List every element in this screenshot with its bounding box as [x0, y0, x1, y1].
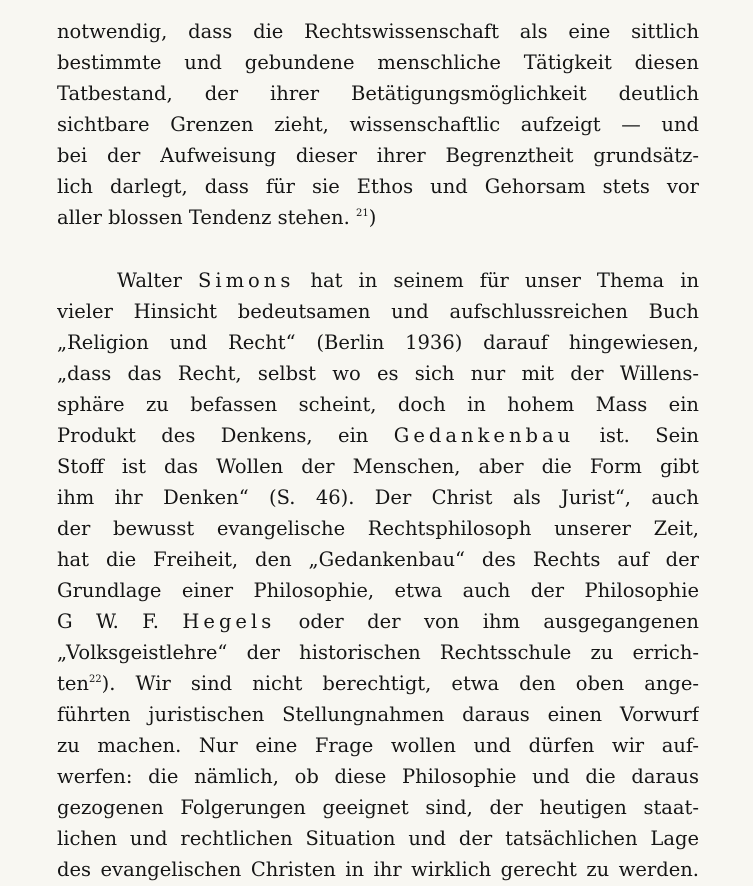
text-line: „Religion und Recht“ (Berlin 1936) darauf hingewiesen, [57, 331, 699, 354]
text-segment: ). Wir sind nicht berechtigt, etwa den oben ange- [101, 672, 699, 695]
text-line [57, 420, 699, 451]
footnote-marker: 22 [88, 674, 102, 685]
text-line: gezogenen Folgerungen geeignet sind, der heutigen staat- [57, 796, 699, 819]
text-segment: Walter [117, 269, 198, 292]
text-line: sichtbare Grenzen zieht, wissenschaftlic aufzeigt — und [57, 113, 699, 136]
text-segment: aller blossen Tendenz stehen. [57, 206, 350, 229]
text-line: hat die Freiheit, den „Gedankenbau“ des Rechts auf der [57, 548, 699, 571]
text-line: werfen: die nämlich, ob diese Philosophie und die daraus [57, 765, 699, 788]
text-line: „Volksgeistlehre“ der historischen Rechtsschule zu errich- [57, 641, 699, 664]
text-line: lich darlegt, dass für sie Ethos und Gehorsam stets vor [57, 175, 699, 198]
text-line [57, 202, 699, 233]
text-line [57, 606, 699, 637]
text-line: des evangelischen Christen in ihr wirklich gerecht zu werden. [57, 858, 699, 881]
text-line: notwendig, dass die Rechtswissenschaft als eine sittlich [57, 20, 699, 43]
text-line: führten juristischen Stellungnahmen daraus einen Vorwurf [57, 703, 699, 726]
text-segment: G W. F. [57, 610, 183, 633]
text-line: ihm ihr Denken“ (S. 46). Der Christ als Jurist“, auch [57, 486, 699, 509]
text-line: „dass das Recht, selbst wo es sich nur mit der Willens- [57, 362, 699, 385]
text-line: lichen und rechtlichen Situation und der tatsächlichen Lage [57, 827, 699, 850]
text-segment: Produkt des Denkens, ein [57, 424, 394, 447]
text-segment: hat in seinem für unser Thema in [294, 269, 699, 292]
spaced-name: Hegels [182, 610, 276, 633]
text-line [117, 265, 699, 296]
spaced-name: Simons [197, 269, 295, 292]
text-segment: ten [57, 672, 89, 695]
text-line: Tatbestand, der ihrer Betätigungsmöglichkeit deutlich [57, 82, 699, 105]
text-line: bestimmte und gebundene menschliche Tätigkeit diesen [57, 51, 699, 74]
text-line: Stoff ist das Wollen der Menschen, aber die Form gibt [57, 455, 699, 478]
text-segment: ) [368, 206, 377, 229]
text-line: sphäre zu befassen scheint, doch in hohem Mass ein [57, 393, 699, 416]
text-segment: ist. Sein [574, 424, 699, 447]
text-line: bei der Aufweisung dieser ihrer Begrenztheit grundsätz- [57, 144, 699, 167]
text-line: zu machen. Nur eine Frage wollen und dürfen wir auf- [57, 734, 699, 757]
spaced-term: Gedankenbau [393, 424, 575, 447]
text-line: Grundlage einer Philosophie, etwa auch der Philosophie [57, 579, 699, 602]
footnote-marker: 21 [356, 208, 369, 219]
text-segment: oder der von ihm ausgegangenen [275, 610, 699, 633]
text-line [57, 668, 699, 699]
text-line: vieler Hinsicht bedeutsamen und aufschlussreichen Buch [57, 300, 699, 323]
text-line: der bewusst evangelische Rechtsphilosoph unserer Zeit, [57, 517, 699, 540]
